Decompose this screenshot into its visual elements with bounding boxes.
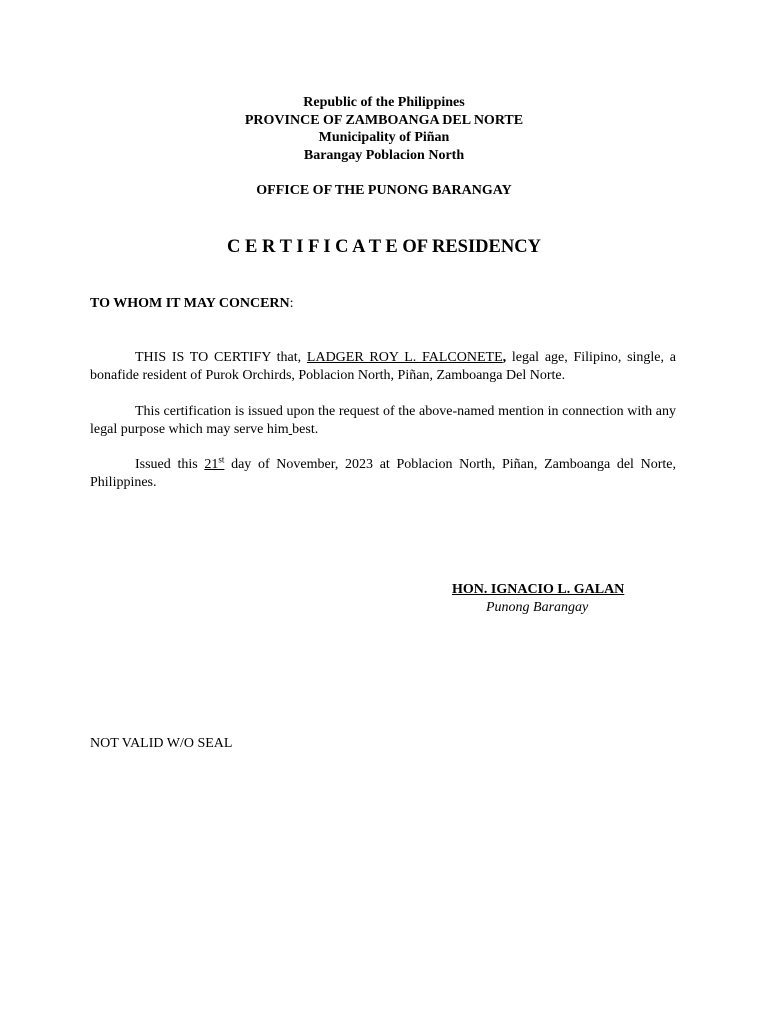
issued-day-number: 21 [204,457,219,472]
signatory-block [452,581,624,617]
purpose-lead: This certification is issued upon the request of the above-named mention in connection with any legal purpose which may serve him [90,404,676,437]
purpose-paragraph [90,403,676,439]
issued-lead: Issued this [135,457,205,472]
header-municipality: Municipality of Piñan [318,130,450,145]
certify-lead: THIS IS TO CERTIFY that, [135,350,307,365]
validity-note: NOT VALID W/O SEAL [90,736,233,751]
office-title: OFFICE OF THE PUNONG BARANGAY [256,183,512,198]
purpose-end: best. [292,422,319,437]
resident-details: legal age, Filipino, single, a bonafide resident of Purok Orchirds, Poblacion North, Piñan, Zamboanga Del Norte. [90,350,676,383]
header-republic: Republic of the Philippines [303,95,465,110]
salutation-colon: : [289,296,294,311]
issued-day-suffix: st [218,454,225,465]
salutation-text: TO WHOM IT MAY CONCERN [90,296,290,311]
issuance-paragraph [90,456,676,492]
issued-rest: day of November, 2023 at Poblacion North, Piñan, Zamboanga del Norte, Philippines. [90,457,677,490]
signatory-name: HON. IGNACIO L. GALAN [452,582,625,597]
header-barangay: Barangay Poblacion North [303,147,465,163]
document-header [0,94,768,164]
header-province: PROVINCE OF ZAMBOANGA DEL NORTE [244,112,524,128]
certification-paragraph [90,349,676,385]
salutation [90,295,294,313]
resident-name-comma: , [502,350,507,365]
issued-day [204,454,225,472]
resident-name: LADGER ROY L. FALCONETE [306,350,503,365]
signatory-position: Punong Barangay [486,600,589,615]
certificate-title: C E R T I F I C A T E OF RESIDENCY [227,237,541,257]
